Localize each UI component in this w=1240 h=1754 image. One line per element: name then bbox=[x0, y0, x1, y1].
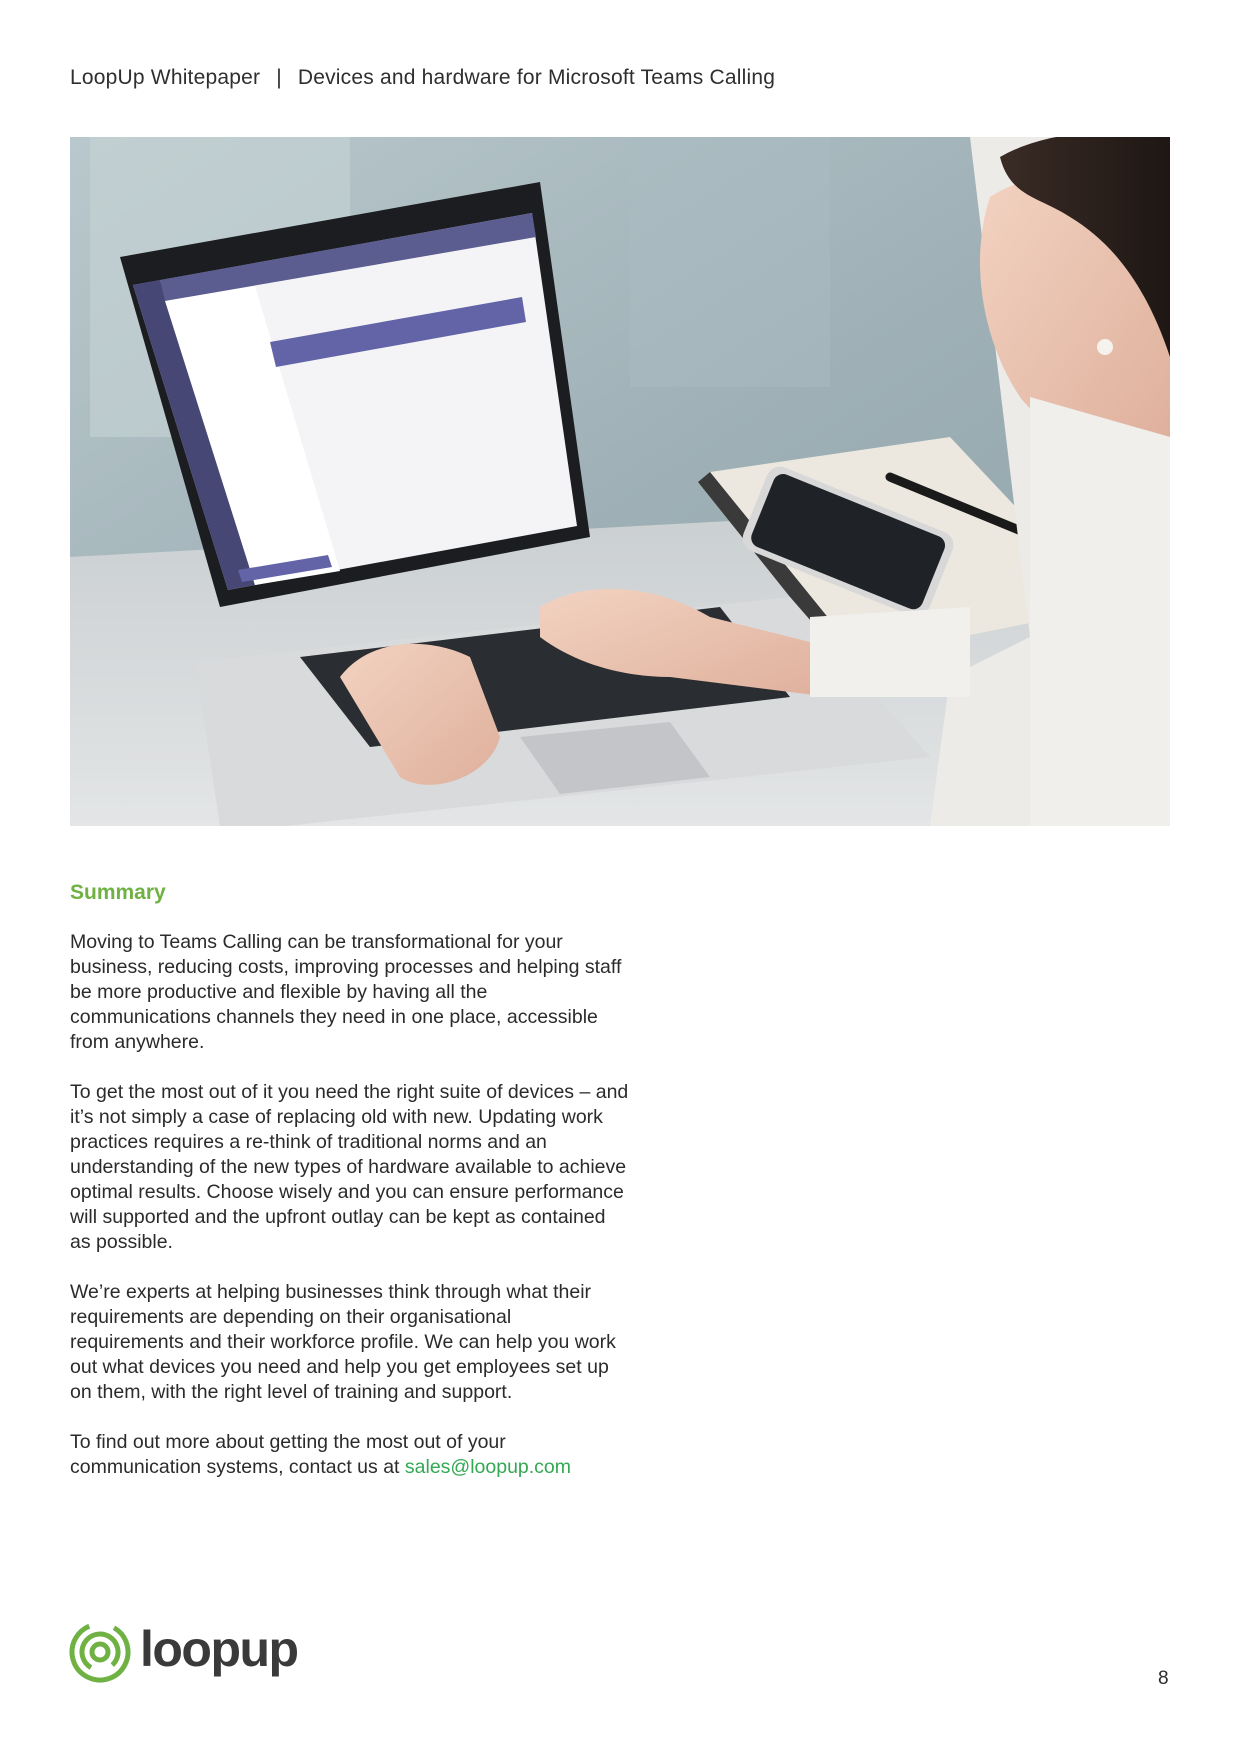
loopup-logo-text: loopup bbox=[140, 1621, 298, 1677]
hero-photo bbox=[70, 137, 1170, 826]
summary-body bbox=[70, 930, 630, 1505]
loopup-logo bbox=[68, 1620, 298, 1684]
summary-paragraph-3: We’re experts at helping businesses think through what their requirements are depending on their organisational requirements and their workforce profile. We can help you work out what devices you need and help you get employees set up on them, with the right level of training and support. bbox=[70, 1281, 616, 1403]
summary-paragraph-2: To get the most out of it you need the right suite of devices – and it’s not simply a case of replacing old with new. Updating work practices requires a re-think of traditional norms and an understanding of the new types of hardware available to achieve optimal results. Choose wisely and you can ensure performance will supported and the upfront outlay can be kept as contained as possible. bbox=[70, 1081, 629, 1253]
hero-illustration bbox=[70, 137, 1170, 826]
header-separator: | bbox=[276, 66, 282, 89]
header-title: Devices and hardware for Microsoft Teams Calling bbox=[297, 66, 776, 89]
summary-paragraph-1: Moving to Teams Calling can be transformational for your business, reducing costs, improving processes and helping staff be more productive and flexible by having all the communications channels they need in one place, accessible from anywhere. bbox=[70, 931, 622, 1053]
contact-text: To find out more about getting the most out of your communication systems, contact us at bbox=[70, 1431, 506, 1478]
summary-paragraph-4 bbox=[70, 1430, 630, 1480]
header-brand: LoopUp Whitepaper bbox=[70, 66, 261, 89]
loopup-logo-icon bbox=[68, 1620, 132, 1684]
sales-email-link[interactable]: sales@loopup.com bbox=[404, 1456, 572, 1478]
page-header bbox=[70, 66, 775, 90]
page-number: 8 bbox=[1158, 1668, 1169, 1689]
summary-heading: Summary bbox=[70, 881, 166, 904]
